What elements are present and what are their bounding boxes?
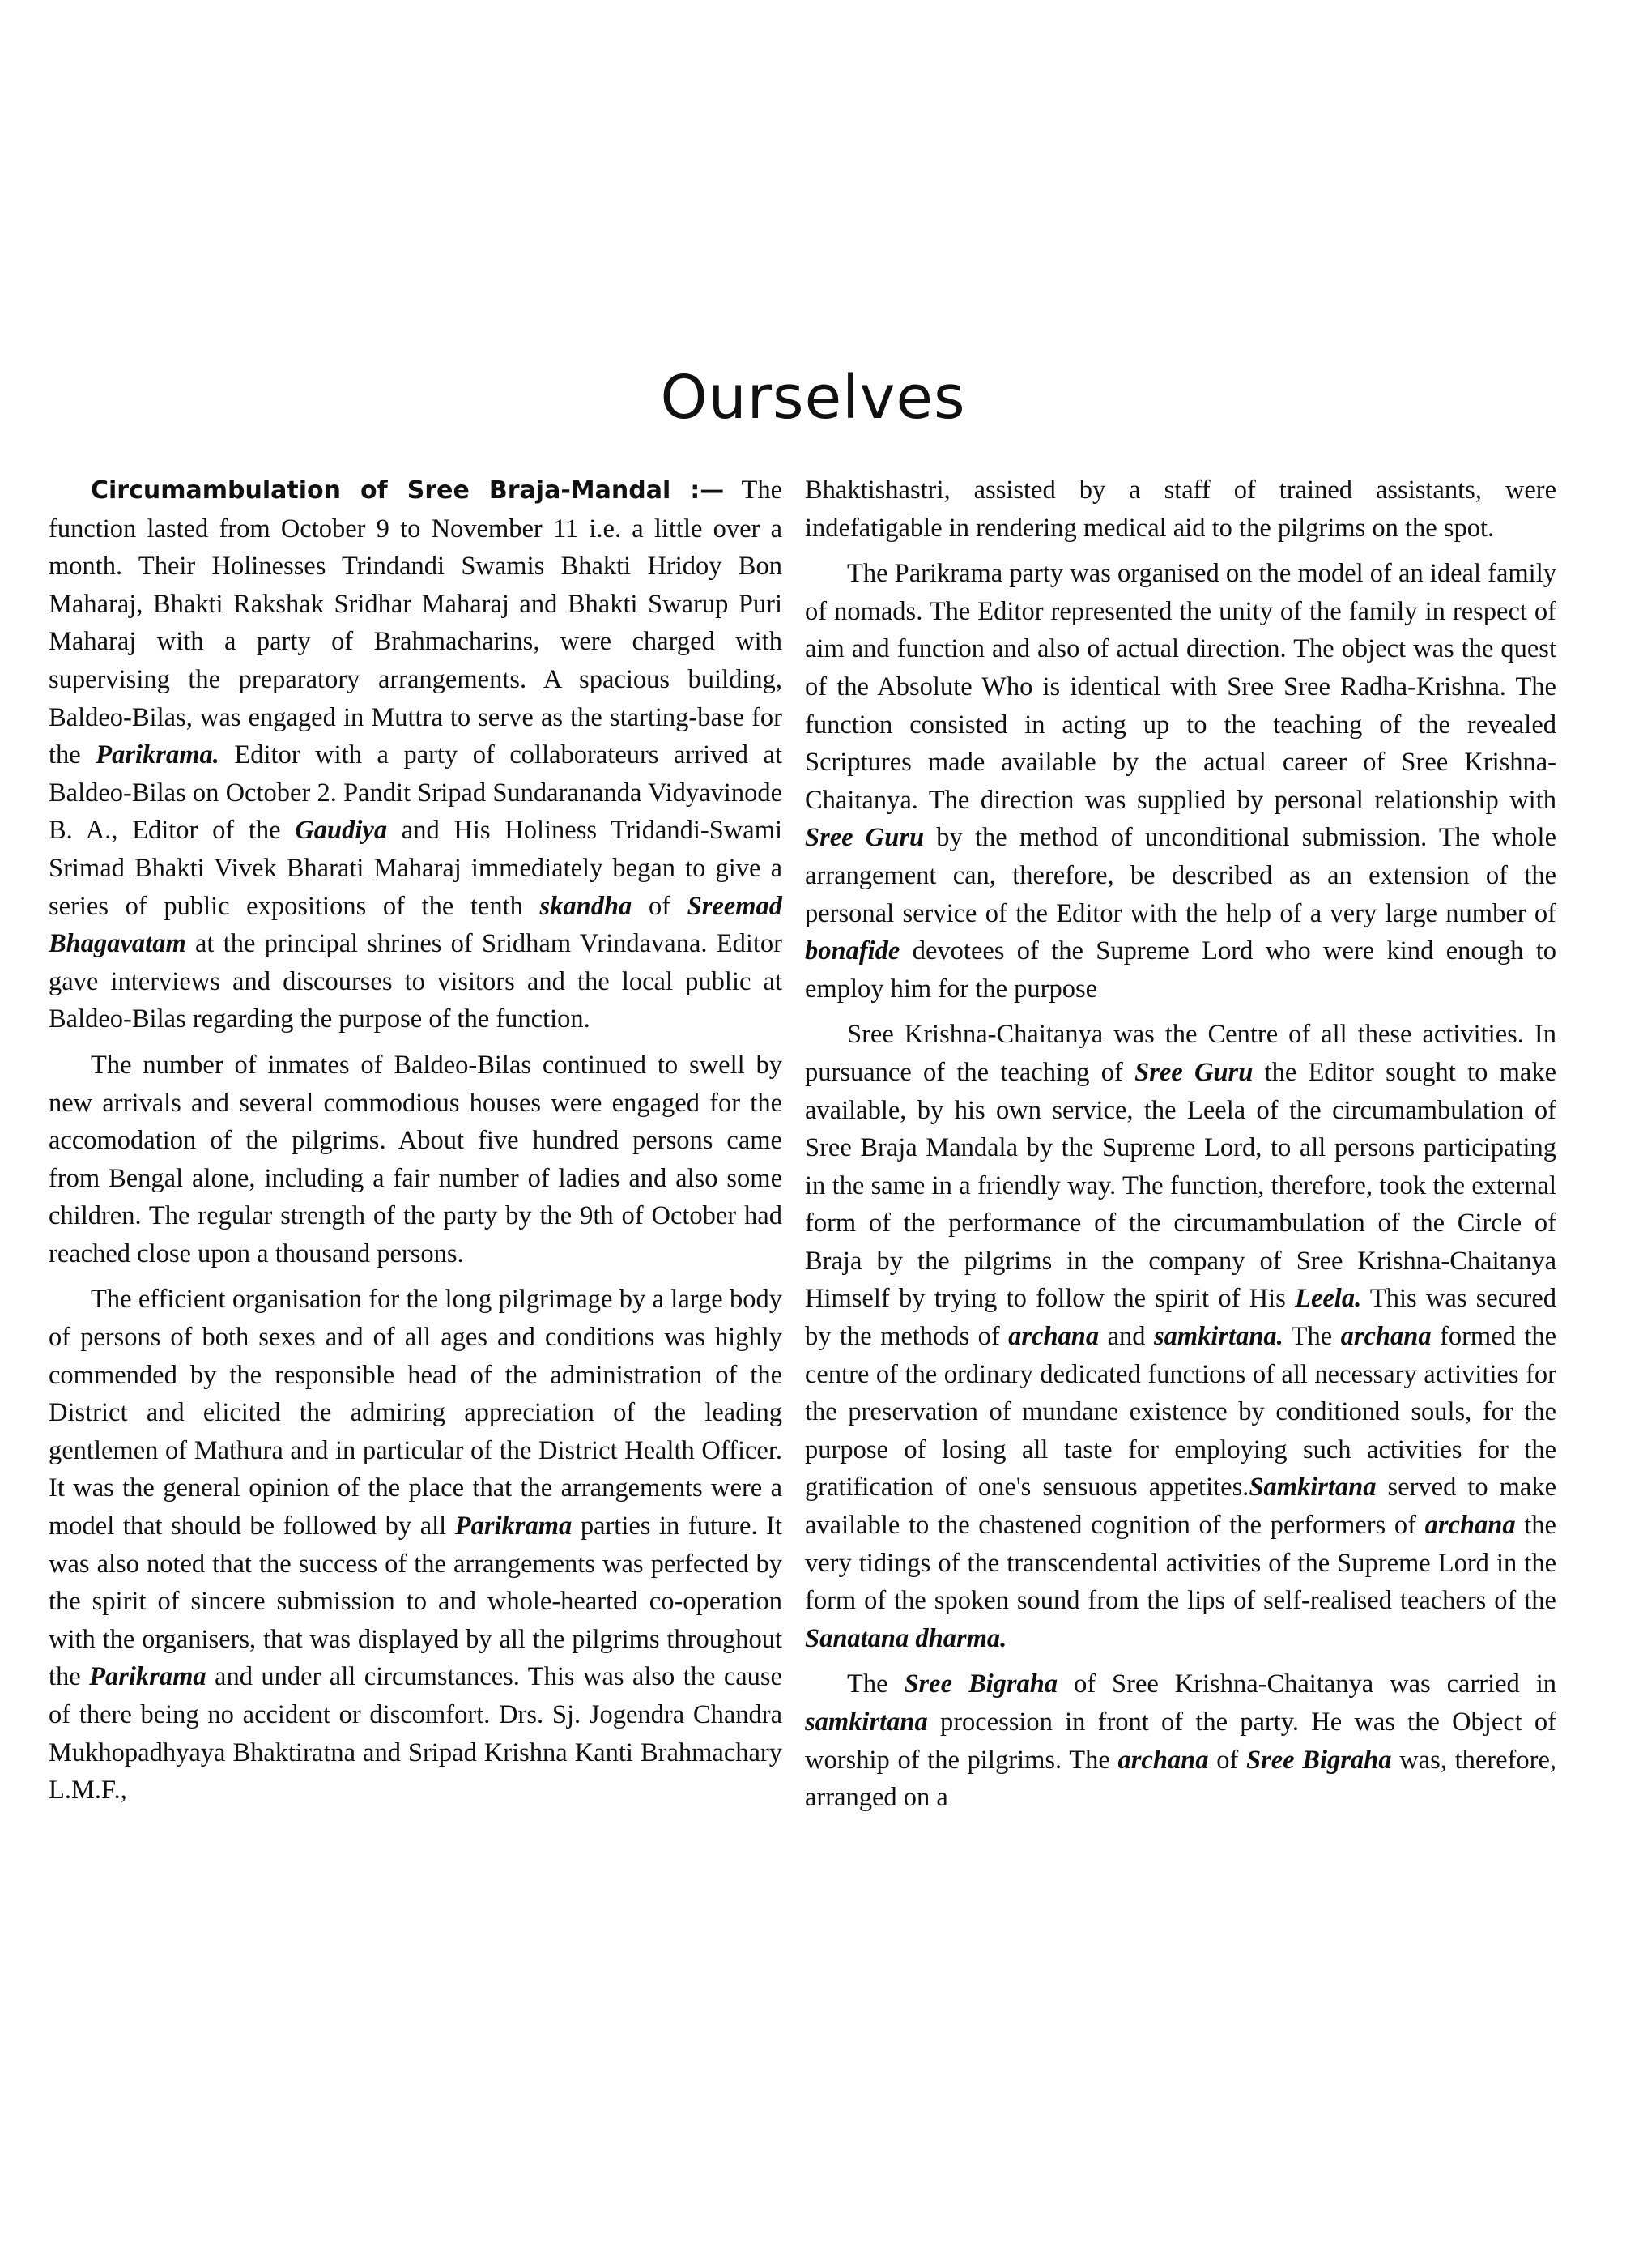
paragraph-medical-aid: Bhaktishastri, assisted by a staff of trained assistants, were indefatigable in rendering medical aid to the pilgrims on the spot. [805,475,1556,543]
right-column [805,471,1556,1825]
paragraph-inmates: The number of inmates of Baldeo-Bilas continued to swell by new arrivals and several commodious houses were engaged for the accomodation of the pilgrims. About five hundred persons came from Bengal alone, including a fair number of ladies and also some children. The regular strength of the party by the 9th of October had reached close upon a thousand persons. [49,1050,782,1268]
paragraph-sree-bigraha: The Sree Bigraha of Sree Krishna-Chaitanya was carried in samkirtana procession in front of the party. He was the Object of worship of the pilgrims. The archana of Sree Bigraha was, therefore, arranged on a [805,1669,1556,1813]
left-column [49,471,782,1818]
page-title: Ourselves [660,363,966,433]
paragraph-centre-of-activities: Sree Krishna-Chaitanya was the Centre of all these activities. In pursuance of the teaching of Sree Guru the Editor sought to make available, by his own service, the Leela of the circumambulation of Sree Braja Mandala by the Supreme Lord, to all persons participating in the same in a friendly way. The function, therefore, took the external form of the performance of the circumambulation of the Circle of Braja by the pilgrims in the company of Sree Krishna-Chaitanya Himself by trying to follow the spirit of His Leela. This was secured by the methods of archana and samkirtana. The archana formed the centre of the ordinary dedicated functions of all necessary activities for the preservation of mundane existence by conditioned souls, for the purpose of losing all taste for employing such activities for the gratification of one's sensuous appetites.Samkirtana served to make available to the chastened cognition of the performers of archana the very tidings of the transcendental activities of the Supreme Lord in the form of the spoken sound from the lips of self-realised teachers of the Sanatana dharma. [805,1020,1557,1653]
paragraph-parikrama-party: The Parikrama party was organised on the model of an ideal family of nomads. The Editor represented the unity of the family in respect of aim and function and also of actual direction. The object was the quest of the Absolute Who is identical with Sree Sree Radha-Krishna. The function consisted in acting up to the teaching of the revealed Scriptures made available by the actual career of Sree Krishna-Chaitanya. The direction was supplied by personal relationship with Sree Guru by the method of unconditional submission. The whole arrangement can, therefore, be described as an extension of the personal service of the Editor with the help of a very large number of bonafide devotees of the Supreme Lord who were kind enough to employ him for the purpose [805,559,1557,1004]
paragraph-circumambulation: Circumambulation of Sree Braja-Mandal :— The function lasted from October 9 to November 11 i.e. a little over a month. Their Holinesses Trindandi Swamis Bhakti Hridoy Bon Maharaj, Bhakti Rakshak Sridhar Maharaj and Bhakti Swarup Puri Maharaj with a party of Brahmacharins, were charged with supervising the preparatory arrangements. A spacious building, Baldeo-Bilas, was engaged in Muttra to serve as the starting-base for the Parikrama. Editor with a party of collaborateurs arrived at Baldeo-Bilas on October 2. Pandit Sripad Sundarananda Vidyavinode B. A., Editor of the Gaudiya and His Holiness Tridandi-Swami Srimad Bhakti Vivek Bharati Maharaj immediately began to give a series of public expositions of the tenth skandha of Sreemad Bhagavatam at the principal shrines of Sridham Vrindavana. Editor gave interviews and discourses to visitors and the local public at Baldeo-Bilas regarding the purpose of the function. [49,475,783,1034]
paragraph-organisation: The efficient organisation for the long pilgrimage by a large body of persons of both sexes and of all ages and conditions was highly commended by the responsible head of the administration of the District and elicited the admiring appreciation of the leading gentlemen of Mathura and in particular of the District Health Officer. It was the general opinion of the place that the arrangements were a model that should be followed by all Parikrama parties in future. It was also noted that the success of the arrangements was perfected by the spirit of sincere submission to and whole-hearted co-operation with the organisers, that was displayed by all the pilgrims throughout the Parikrama and under all circumstances. This was also the cause of there being no accident or discomfort. Drs. Sj. Jogendra Chandra Mukhopadhyaya Bhaktiratna and Sripad Krishna Kanti Brahmachary L.M.F., [49,1285,782,1805]
section-heading: Circumambulation of Sree Braja-Mandal :— [91,476,725,505]
